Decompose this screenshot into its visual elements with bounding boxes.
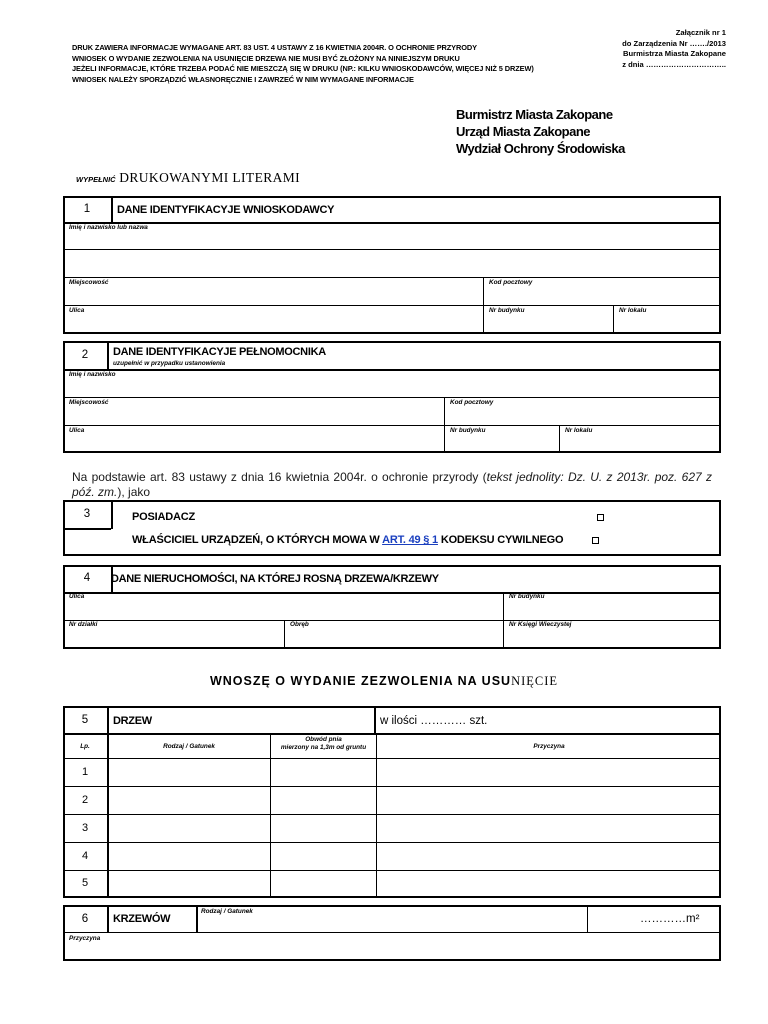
option-holder-label: POSIADACZ (132, 511, 195, 523)
property-building-input[interactable] (504, 600, 720, 619)
field-label-street: Ulica (69, 307, 85, 314)
fill-instruction-text: DRUKOWANYMI LITERAMI (119, 170, 301, 185)
divider (63, 528, 111, 530)
section-title: DANE IDENTYFIKACYJE PEŁNOMOCNIKA (113, 346, 326, 358)
column-header-reason: Przyczyna (533, 743, 565, 750)
field-label-street: Ulica (69, 427, 85, 434)
divider (63, 620, 721, 621)
field-label-building: Nr budynku (489, 307, 525, 314)
request-title-rest: NIĘCIE (511, 674, 559, 688)
field-label-city: Miejscowość (69, 279, 109, 286)
table-row-number: 2 (81, 794, 89, 806)
table-row-number: 1 (81, 766, 89, 778)
proxy-building-input[interactable] (445, 434, 558, 451)
annex-reference (526, 28, 726, 70)
table-row[interactable] (108, 815, 720, 842)
option-holder-checkbox[interactable] (597, 514, 604, 521)
field-label-city: Miejscowość (69, 399, 109, 406)
header-note-line: DRUK ZAWIERA INFORMACJE WYMAGANE ART. 83 UST. 4 USTAWY Z 16 KWIETNIA 2004R. O OCHRONIE PRZYRODY (72, 43, 477, 52)
fill-instruction-prefix: WYPEŁNIĆ (76, 175, 116, 184)
fill-instruction (76, 170, 300, 186)
section-title: KRZEWÓW (113, 913, 171, 925)
field-label-species: Rodzaj / Gatunek (201, 908, 253, 915)
applicant-name-input[interactable] (64, 232, 720, 276)
legal-basis-text: ), jako (117, 485, 151, 499)
section-number: 6 (81, 913, 89, 925)
divider (107, 341, 109, 370)
property-land-register-input[interactable] (504, 628, 720, 647)
section-subtitle: uzupełnić w przypadku ustanowienia (113, 360, 226, 367)
applicant-street-input[interactable] (64, 314, 482, 332)
field-label-land-register: Nr Księgi Wieczystej (509, 621, 572, 628)
tree-quantity[interactable]: w ilości ………… szt. (380, 715, 488, 727)
addressee-block (456, 106, 625, 157)
section-number: 2 (81, 349, 89, 361)
field-label-postal: Kod pocztowy (489, 279, 533, 286)
table-row[interactable] (108, 871, 720, 897)
option-owner-text: WŁAŚCICIEL URZĄDZEŃ, O KTÓRYCH MOWA W (132, 534, 383, 546)
field-label-name: Imię i nazwisko (69, 371, 116, 378)
field-label-plot: Nr działki (69, 621, 98, 628)
form-header-note (72, 43, 592, 85)
addressee-line: Wydział Ochrony Środowiska (456, 141, 625, 156)
section-title: DRZEW (113, 715, 152, 727)
table-row-number: 3 (81, 822, 89, 834)
divider (63, 733, 721, 735)
divider (63, 277, 721, 278)
applicant-postal-input[interactable] (484, 286, 720, 305)
divider (63, 249, 721, 250)
field-label-street: Ulica (69, 593, 85, 600)
section-number: 4 (83, 572, 91, 584)
addressee-line: Urząd Miasta Zakopane (456, 124, 590, 139)
divider (107, 905, 109, 933)
column-header-girth (271, 736, 376, 752)
divider (63, 592, 721, 594)
column-header-species: Rodzaj / Gatunek (163, 743, 215, 750)
field-label-postal: Kod pocztowy (450, 399, 494, 406)
option-owner-text: KODEKSU CYWILNEGO (437, 534, 564, 546)
property-plot-input[interactable] (64, 628, 283, 647)
divider (374, 706, 376, 734)
proxy-city-input[interactable] (64, 406, 443, 424)
divider (63, 369, 721, 371)
shrub-area[interactable]: …………m² (640, 913, 700, 925)
divider (63, 222, 721, 224)
applicant-building-input[interactable] (484, 314, 612, 332)
field-label-building: Nr budynku (509, 593, 545, 600)
proxy-postal-input[interactable] (445, 406, 720, 424)
header-note-line: WNIOSEK O WYDANIE ZEZWOLENIA NA USUNIĘCIE DRZEWA NIE MUSI BYĆ ZŁOŻONY NA NINIEJSZYM DRUKU (72, 53, 460, 63)
table-row[interactable] (108, 843, 720, 870)
divider (63, 397, 721, 398)
section-number: 5 (81, 714, 89, 726)
proxy-street-input[interactable] (64, 434, 443, 451)
option-owner-checkbox[interactable] (592, 537, 599, 544)
civil-code-link[interactable]: ART. 49 § 1 (382, 534, 438, 546)
divider (63, 425, 721, 426)
legal-basis-text: Na podstawie art. 83 ustawy z dnia 16 kwietnia 2004r. o ochronie przyrody ( (72, 470, 487, 484)
request-title (0, 674, 768, 689)
field-label-reason: Przyczyna (69, 935, 101, 942)
proxy-apartment-input[interactable] (560, 434, 720, 451)
table-row-number: 4 (81, 850, 89, 862)
field-label-apartment: Nr lokalu (565, 427, 593, 434)
field-label-building: Nr budynku (450, 427, 486, 434)
addressee-line: Burmistrz Miasta Zakopane (456, 107, 613, 122)
annex-line: Burmistrza Miasta Zakopane (623, 49, 726, 58)
divider (63, 305, 721, 306)
table-row[interactable] (108, 787, 720, 814)
annex-line: do Zarządzenia Nr ……./2013 (622, 38, 726, 48)
divider (111, 500, 113, 529)
property-street-input[interactable] (64, 600, 502, 619)
section-title: DANE NIERUCHOMOŚCI, NA KTÓREJ ROSNĄ DRZEWA/KRZEWY (111, 573, 439, 585)
request-title-bold: WNOSZĘ O WYDANIE ZEZWOLENIA NA USU (209, 674, 512, 688)
field-label-precinct: Obręb (290, 621, 309, 628)
field-label-name: Imię i nazwisko lub nazwa (69, 224, 148, 231)
legal-basis-citation: tekst jednolity: Dz. U. z 2013r. poz. 627 z póź. zm. (72, 470, 712, 499)
section-number: 1 (83, 203, 91, 215)
field-label-apartment: Nr lokalu (619, 307, 647, 314)
option-owner-label (132, 534, 563, 546)
section-3-applicant-type (63, 500, 721, 556)
applicant-apartment-input[interactable] (614, 314, 720, 332)
shrub-reason-input[interactable] (64, 942, 720, 959)
divider (587, 905, 588, 933)
column-header-girth-line: mierzony na 1,3m od gruntu (280, 744, 367, 751)
column-header-girth-line: Obwód pnia (305, 736, 342, 743)
table-row[interactable] (108, 759, 720, 786)
shrub-species-input[interactable] (198, 915, 586, 932)
table-row-number: 5 (81, 877, 89, 889)
applicant-city-input[interactable] (64, 286, 482, 305)
section-number: 3 (83, 508, 91, 520)
annex-line: z dnia ………………………….. (622, 59, 726, 69)
section-title: DANE IDENTYFIKACYJE WNIOSKODAWCY (117, 204, 335, 216)
annex-line: Załącznik nr 1 (675, 28, 726, 37)
proxy-name-input[interactable] (64, 378, 720, 396)
header-note-line: JEŻELI INFORMACJE, KTÓRE TRZEBA PODAĆ NIE MIESZCZĄ SIĘ W DRUKU (NP.: KILKU WNIOSKODAWCÓW, WIĘCEJ NIŻ 5 DRZEW) (72, 64, 534, 74)
divider (63, 932, 721, 933)
header-note-line: WNIOSEK NALEŻY SPORZĄDZIĆ WŁASNORĘCZNIE I ZAWRZEĆ W NIM WYMAGANE INFORMACJE (72, 74, 414, 84)
property-precinct-input[interactable] (285, 628, 502, 647)
divider (111, 196, 113, 223)
column-header-lp: Lp. (80, 743, 90, 750)
legal-basis-paragraph (72, 470, 712, 500)
